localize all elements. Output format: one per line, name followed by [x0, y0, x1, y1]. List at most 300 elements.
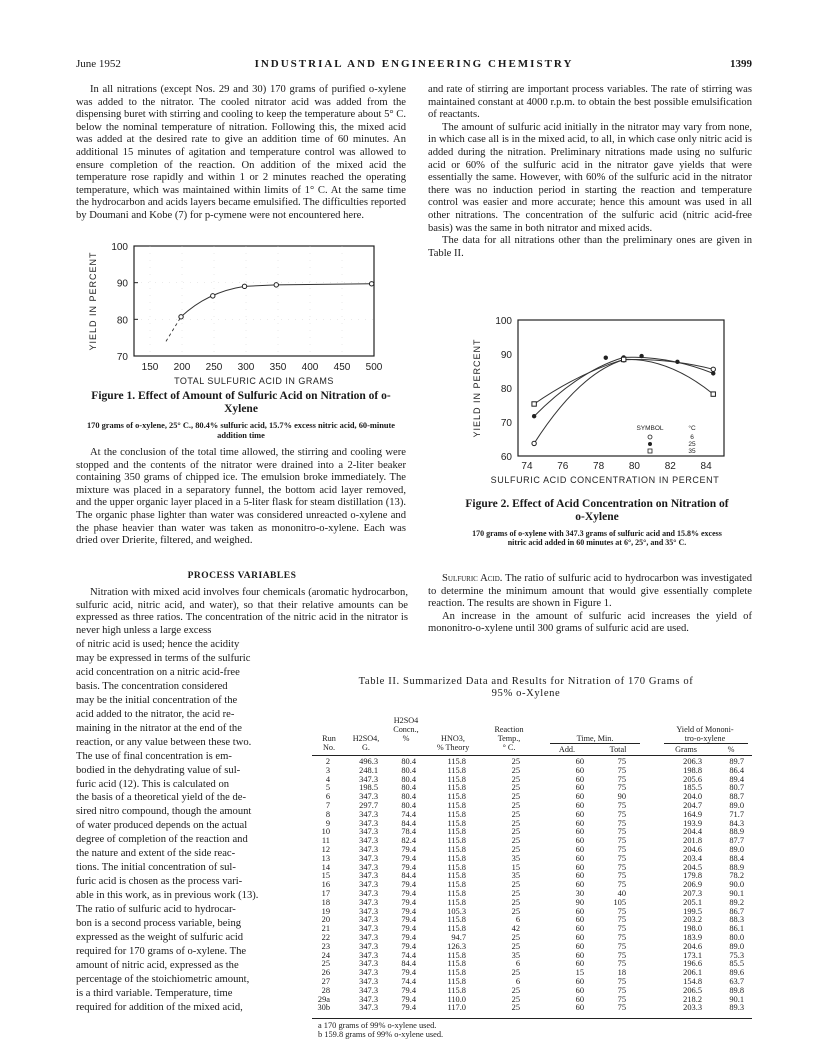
- table-column: [338, 758, 378, 1013]
- legend-value-6c: 6: [690, 434, 694, 441]
- table-cell: 117.0: [447, 1003, 466, 1013]
- figure-2-chart: [460, 310, 740, 488]
- table-cell: 60: [575, 880, 584, 890]
- text-line: percentage of the stoichiometric amount,: [76, 973, 250, 985]
- table-cell: 198.5: [359, 783, 378, 793]
- text-line: furic acid is chosen as the process vari-: [76, 876, 243, 888]
- text-line: The use of final concentration is em-: [76, 750, 232, 762]
- table-cell: 79.4: [401, 862, 416, 872]
- table-cell: 115.8: [447, 950, 466, 960]
- table-column: [662, 758, 702, 1013]
- table-cell: 12: [321, 844, 330, 854]
- table-cell: 206.3: [683, 757, 702, 766]
- x-tick-label: 450: [333, 362, 351, 373]
- table-cell: 30: [575, 888, 584, 898]
- table-footnote-a: a 170 grams of 99% o-xylene used.: [318, 1021, 437, 1030]
- table-cell: 60: [575, 792, 584, 802]
- table-cell: 60: [575, 932, 584, 942]
- table-cell: 84.4: [401, 871, 416, 881]
- table-cell: 347.3: [359, 774, 378, 784]
- table-cell: 203.3: [683, 1003, 702, 1013]
- table-cell: 206.5: [683, 985, 702, 995]
- table-cell: 84.4: [401, 818, 416, 828]
- x-tick-label: 200: [173, 362, 191, 373]
- text-line: sired nitro compound, though the amount: [76, 806, 252, 818]
- text-line: expressed as the weight of sulfuric acid: [76, 932, 244, 944]
- table-title: [300, 676, 752, 700]
- table-cell: 80.0: [729, 932, 744, 942]
- th-add: Add.: [558, 745, 576, 754]
- header-page-number: 1399: [730, 58, 752, 70]
- text-line: amount of nitric acid, expressed as the: [76, 959, 239, 971]
- table-cell: 60: [575, 818, 584, 828]
- table-cell: 7: [325, 800, 330, 810]
- left-col-mid: [76, 447, 406, 548]
- table-cell: 110.0: [447, 994, 466, 1004]
- table-cell: 115.8: [447, 765, 466, 775]
- table-cell: 25: [511, 792, 520, 802]
- table-cell: 75: [617, 757, 626, 766]
- text-line: degree of completion of the reaction and: [76, 834, 248, 846]
- text-line: basis. The concentration considered: [76, 680, 228, 692]
- table-cell: 60: [575, 757, 584, 766]
- table-cell: 26: [321, 968, 330, 978]
- data-point: [242, 284, 246, 288]
- table-cell: 25: [511, 994, 520, 1004]
- y-tick-label: 90: [500, 350, 512, 361]
- y-tick-label: 100: [495, 316, 512, 327]
- table-cell: 74.4: [401, 809, 416, 819]
- table-cell: 75.3: [729, 950, 744, 960]
- data-point: [211, 294, 215, 298]
- th-yield: Yield of Mononi- tro-o-xylene: [676, 725, 734, 743]
- table-cell: 75: [617, 959, 626, 969]
- table-cell: 75: [617, 985, 626, 995]
- paragraph: [428, 573, 752, 611]
- table-cell: 115.8: [447, 976, 466, 986]
- table-cell: 347.3: [359, 941, 378, 951]
- table-cell: 79.4: [401, 906, 416, 916]
- table-cell: 35: [511, 871, 520, 881]
- table-cell: 25: [511, 757, 520, 766]
- table-cell: 80.4: [401, 783, 416, 793]
- table-cell: 206.9: [683, 880, 702, 890]
- table-cell: 85.5: [729, 959, 744, 969]
- table-cell: 13: [321, 853, 330, 863]
- table-cell: 24: [321, 950, 330, 960]
- table-cell: 218.2: [683, 994, 702, 1004]
- table-cell: 164.9: [683, 809, 702, 819]
- table-cell: 75: [617, 827, 626, 837]
- table-cell: 25: [511, 1003, 520, 1013]
- x-axis-label: SULFURIC ACID CONCENTRATION IN PERCENT: [490, 475, 720, 485]
- data-point-35c: [621, 357, 625, 361]
- table-bottom-rule: [312, 1018, 752, 1019]
- table-cell: 80.4: [401, 774, 416, 784]
- th-h2so4: H2SO4, G.: [352, 734, 380, 752]
- table-cell: 84.3: [729, 818, 744, 828]
- table-cell: 79.4: [401, 994, 416, 1004]
- table-cell: 30b: [317, 1003, 330, 1013]
- th-temp: Reaction Temp., ° C.: [494, 725, 524, 752]
- table-cell: 80.4: [401, 765, 416, 775]
- paragraph: At the conclusion of the total time allowed, the stirring and cooling were stopped and the contents of the nitrator were drained into a 2-liter beaker containing 350 grams of chipped ice. The emulsion broke immediately. The mixture was placed in a separatory funnel, the bottom acid layer removed, and the upper organic layer placed in a 5-liter flask for steam distillation (13). The organic phase lighter than water was considered unreacted o-xylene and the phase heavier than water was taken as mononitro-o-xylene. Each was dried over Drierite, filtered, and weighed.: [76, 447, 406, 547]
- table-cell: 75: [617, 818, 626, 828]
- table-cell: 20: [321, 915, 330, 925]
- table-cell: 126.3: [447, 941, 466, 951]
- table-column: [422, 758, 466, 1013]
- table-column: [300, 758, 330, 1013]
- table-cell: 60: [575, 941, 584, 951]
- y-axis-label: YIELD IN PERCENT: [88, 251, 98, 351]
- th-total: Total: [609, 745, 627, 754]
- table-cell: 75: [617, 844, 626, 854]
- table-cell: 15: [321, 871, 330, 881]
- table-cell: 347.3: [359, 897, 378, 907]
- paragraph: An increase in the amount of sulfuric acid increases the yield of mononitro-o-xylene until 300 grams of sulfuric acid are used.: [428, 610, 752, 635]
- x-axis-label: TOTAL SULFURIC ACID IN GRAMS: [174, 376, 334, 386]
- table-cell: 60: [575, 800, 584, 810]
- table-cell: 79.4: [401, 1003, 416, 1013]
- table-cell: 79.4: [401, 941, 416, 951]
- x-tick-label: 400: [301, 362, 319, 373]
- data-point-25c: [639, 354, 643, 358]
- table-cell: 25: [321, 959, 330, 969]
- table-cell: 60: [575, 976, 584, 986]
- table-cell: 75: [617, 800, 626, 810]
- table-cell: 115.8: [447, 897, 466, 907]
- text-line: the nature and extent of the side reac-: [76, 848, 236, 860]
- table-cell: 79.4: [401, 853, 416, 863]
- table-cell: 60: [575, 862, 584, 872]
- table-cell: 79.4: [401, 985, 416, 995]
- table-cell: 79.4: [401, 932, 416, 942]
- table-cell: 3: [325, 765, 330, 775]
- table-cell: 185.5: [683, 783, 702, 793]
- table-cell: 204.7: [683, 800, 702, 810]
- figure-1-title: Figure 1. Effect of Amount of Sulfuric Acid on Nitration of o-Xylene: [91, 390, 391, 415]
- series-line-6c: [534, 360, 713, 444]
- section-heading-process-variables: PROCESS VARIABLES: [187, 571, 297, 581]
- table-cell: 35: [511, 853, 520, 863]
- table-cell: 2: [325, 757, 330, 766]
- table-cell: 75: [617, 994, 626, 1004]
- table-title-line-2: 95% o-Xylene: [491, 688, 561, 699]
- figure-1-chart: [76, 238, 406, 388]
- table-cell: 25: [511, 897, 520, 907]
- extrapolated-line: [166, 317, 181, 342]
- table-cell: 22: [321, 932, 330, 942]
- table-cell: 347.3: [359, 818, 378, 828]
- table-cell: 79.4: [401, 924, 416, 934]
- table-cell: 347.3: [359, 1003, 378, 1013]
- table-cell: 25: [511, 783, 520, 793]
- table-cell: 11: [321, 836, 330, 846]
- table-cell: 206.1: [683, 968, 702, 978]
- y-tick-label: 80: [500, 384, 512, 395]
- th-run: Run No.: [322, 734, 336, 752]
- table-cell: 75: [617, 932, 626, 942]
- table-cell: 79.4: [401, 897, 416, 907]
- table-cell: 248.1: [359, 765, 378, 775]
- table-cell: 115.8: [447, 968, 466, 978]
- table-cell: 86.7: [729, 906, 744, 916]
- data-line: [181, 284, 372, 317]
- table-cell: 15: [511, 862, 520, 872]
- table-cell: 60: [575, 950, 584, 960]
- text-line: reaction, or any value between these two.: [76, 736, 252, 748]
- figure-1-caption: [80, 390, 402, 440]
- table-cell: 115.8: [447, 800, 466, 810]
- table-cell: 89.3: [729, 1003, 744, 1013]
- table-column: [596, 758, 626, 1013]
- table-column: [714, 758, 744, 1013]
- x-tick-label: 80: [628, 461, 640, 472]
- x-tick-label: 250: [205, 362, 223, 373]
- table-cell: 25: [511, 774, 520, 784]
- table-cell: 25: [511, 968, 520, 978]
- table-cell: 115.8: [447, 827, 466, 837]
- plot-frame: [134, 246, 374, 356]
- table-cell: 19: [321, 906, 330, 916]
- x-tick-label: 78: [593, 461, 605, 472]
- table-cell: 115.8: [447, 871, 466, 881]
- table-cell: 115.8: [447, 818, 466, 828]
- legend-value-35c: 35: [688, 448, 696, 455]
- table-cell: 94.7: [451, 932, 466, 942]
- table-cell: 6: [515, 959, 520, 969]
- table-cell: 25: [511, 932, 520, 942]
- table-cell: 28: [321, 985, 330, 995]
- data-point-35c: [532, 402, 536, 406]
- text-line: the basis of a theoretical yield of the de-: [76, 792, 247, 804]
- table-cell: 183.9: [683, 932, 702, 942]
- y-tick-label: 70: [116, 352, 128, 363]
- table-cell: 198.0: [683, 924, 702, 934]
- table-cell: 89.0: [729, 941, 744, 951]
- table-cell: 88.7: [729, 792, 744, 802]
- table-cell: 115.8: [447, 757, 466, 766]
- rule-yield: [664, 743, 748, 744]
- table-cell: 204.4: [683, 827, 702, 837]
- legend-value-25c: 25: [688, 441, 696, 448]
- table-cell: 25: [511, 880, 520, 890]
- table-cell: 25: [511, 906, 520, 916]
- right-col-sulfuric: [428, 573, 752, 636]
- figure-2-title: Figure 2. Effect of Acid Concentration on Nitration of o-Xylene: [465, 498, 729, 523]
- table-cell: 75: [617, 950, 626, 960]
- table-cell: 347.3: [359, 844, 378, 854]
- paragraph: and rate of stirring are important process variables. The rate of stirring was maintained constant at 4000 r.p.m. to obtain the best possible emulsification of reactants.: [428, 84, 752, 121]
- table-cell: 199.5: [683, 906, 702, 916]
- table-cell: 75: [617, 1003, 626, 1013]
- table-cell: 74.4: [401, 976, 416, 986]
- table-cell: 203.2: [683, 915, 702, 925]
- x-tick-label: 74: [521, 461, 533, 472]
- table-cell: 60: [575, 809, 584, 819]
- data-point-25c: [675, 360, 679, 364]
- table-cell: 90.0: [729, 880, 744, 890]
- table-cell: 115.8: [447, 880, 466, 890]
- table-cell: 60: [575, 1003, 584, 1013]
- table-cell: 297.7: [359, 800, 378, 810]
- table-cell: 17: [321, 888, 330, 898]
- table-cell: 10: [321, 827, 330, 837]
- data-point-25c: [711, 371, 715, 375]
- table-cell: 23: [321, 941, 330, 951]
- table-cell: 78.4: [401, 827, 416, 837]
- table-cell: 115.8: [447, 924, 466, 934]
- left-col-bottom-wide: [76, 587, 408, 637]
- table-cell: 347.3: [359, 827, 378, 837]
- table-cell: 89.4: [729, 774, 744, 784]
- x-tick-label: 84: [700, 461, 712, 472]
- y-tick-label: 60: [500, 452, 512, 463]
- table-cell: 80.4: [401, 757, 416, 766]
- table-cell: 105: [613, 897, 626, 907]
- table-cell: 115.8: [447, 853, 466, 863]
- text-line: of nitric acid is used; hence the acidity: [76, 639, 240, 650]
- table-cell: 25: [511, 800, 520, 810]
- table-cell: 80.7: [729, 783, 744, 793]
- table-cell: 88.4: [729, 853, 744, 863]
- table-cell: 79.4: [401, 844, 416, 854]
- table-cell: 60: [575, 994, 584, 1004]
- table-cell: 207.3: [683, 888, 702, 898]
- text-line: furic acid (12). This is calculated on: [76, 778, 230, 790]
- text-line: The ratio of sulfuric acid to hydrocar-: [76, 904, 236, 916]
- data-point-25c: [532, 414, 536, 418]
- y-tick-label: 100: [111, 242, 128, 253]
- text-line: acid added to the nitrator, the acid re-: [76, 708, 235, 720]
- table-cell: 115.8: [447, 985, 466, 995]
- table-cell: 347.3: [359, 836, 378, 846]
- th-grams: Grams: [675, 745, 697, 754]
- table-cell: 25: [511, 836, 520, 846]
- table-cell: 198.8: [683, 765, 702, 775]
- table-cell: 347.3: [359, 915, 378, 925]
- figure-1-subtitle: 170 grams of o-xylene, 25° C., 80.4% sulfuric acid, 15.7% excess nitric acid, 60-minute addition time: [86, 421, 396, 440]
- y-axis-label: YIELD IN PERCENT: [472, 338, 482, 438]
- table-cell: 5: [325, 783, 330, 793]
- table-cell: 347.3: [359, 950, 378, 960]
- table-cell: 60: [575, 853, 584, 863]
- table-cell: 347.3: [359, 853, 378, 863]
- table-title-line-1: Table II. Summarized Data and Results for Nitration of 170 Grams of: [358, 676, 694, 687]
- text-line: required for 170 grams of o-xylene. The: [76, 945, 247, 957]
- table-cell: 75: [617, 941, 626, 951]
- x-tick-label: 150: [141, 362, 159, 373]
- table-cell: 60: [575, 765, 584, 775]
- table-cell: 80.4: [401, 800, 416, 810]
- table-column: [380, 758, 416, 1013]
- data-point-25c: [604, 356, 608, 360]
- table-cell: 89.0: [729, 844, 744, 854]
- table-cell: 115.8: [447, 783, 466, 793]
- table-cell: 25: [511, 809, 520, 819]
- table-cell: 347.3: [359, 871, 378, 881]
- table-cell: 89.6: [729, 968, 744, 978]
- table-cell: 60: [575, 827, 584, 837]
- y-tick-label: 80: [116, 315, 128, 327]
- text-line: tions. The initial concentration of sul-: [76, 862, 236, 874]
- table-cell: 347.3: [359, 792, 378, 802]
- table-footnote-b: b 159.8 grams of 99% o-xylene used.: [318, 1030, 444, 1039]
- table-cell: 90: [617, 792, 626, 802]
- table-cell: 35: [511, 950, 520, 960]
- table-cell: 75: [617, 871, 626, 881]
- data-point-35c: [711, 392, 715, 396]
- table-cell: 42: [511, 924, 520, 934]
- th-time: Time, Min.: [576, 734, 614, 743]
- text-line: acid concentration on a nitric acid-free: [76, 666, 240, 678]
- table-cell: 25: [511, 941, 520, 951]
- text-line: is a third variable. Temperature, time: [76, 987, 233, 999]
- table-cell: 179.8: [683, 871, 702, 881]
- paragraph: In all nitrations (except Nos. 29 and 30) 170 grams of purified o-xylene was added to the nitrator. The cooled nitrator acid was added from the dispensing buret with stirring and cooling to keep the temperature about 5° C. below the nominal temperature of nitration. Following this, the mixed acid was added at the desired rate to give an addition time of 60 minutes. An additional 15 minutes of agitation and temperature control was allowed to ensure completion of the reaction. On addition of the mixed acid the temperature rose rapidly and within 1 or 2 minutes reached the operating temperature, which was maintained within limits of 1° C. At the same time the hydrocarbon and acids layers became emulsified. The difficulties reported by Doumani and Kobe (7) for p-cymene were not encountered here.: [76, 84, 406, 221]
- table-column: [554, 758, 584, 1013]
- table-cell: 75: [617, 924, 626, 934]
- table-cell: 115.8: [447, 862, 466, 872]
- table-cell: 82.4: [401, 836, 416, 846]
- table-cell: 80.4: [401, 792, 416, 802]
- table-cell: 89.0: [729, 800, 744, 810]
- table-cell: 60: [575, 774, 584, 784]
- figure-2-caption: [462, 498, 732, 547]
- table-cell: 86.1: [729, 924, 744, 934]
- table-cell: 203.4: [683, 853, 702, 863]
- table-cell: 74.4: [401, 950, 416, 960]
- table-cell: 89.8: [729, 985, 744, 995]
- table-cell: 347.3: [359, 924, 378, 934]
- table-cell: 347.3: [359, 994, 378, 1004]
- table-cell: 79.4: [401, 880, 416, 890]
- table-cell: 60: [575, 871, 584, 881]
- paragraph: The amount of sulfuric acid initially in the nitrator may vary from none, in which case all is in the mixed acid, to all, in which case only nitric acid is added during the nitration. Preliminary nitrations made using no sulfuric acid or 60% of the sulfuric acid in the nitrator gave yields that were essentially the same. However, with 60% of the sulfuric acid in the nitrator there was no induction period in starting the reaction and temperature control was easier and more accurate; hence this amount was used in all other nitrations. The concentration of the sulfuric acid (nitric acid-free basis) was the same in both nitrator and mixed acids.: [428, 121, 752, 234]
- th-concn: H2SO4 Concn., %: [393, 716, 419, 743]
- rule-time: [550, 743, 640, 744]
- legend-symbol-35c: [648, 449, 652, 453]
- data-point-6c: [711, 367, 715, 371]
- table-cell: 105.3: [447, 906, 466, 916]
- header-date: June 1952: [76, 58, 121, 70]
- table-cell: 60: [575, 836, 584, 846]
- table-cell: 75: [617, 774, 626, 784]
- legend-symbol-25c: [648, 442, 652, 446]
- x-tick-label: 300: [237, 362, 255, 373]
- legend-header-symbol: SYMBOL: [636, 425, 664, 432]
- right-col-top: [428, 84, 752, 260]
- table-cell: 204.0: [683, 792, 702, 802]
- x-tick-label: 350: [269, 362, 287, 373]
- table-cell: 347.3: [359, 968, 378, 978]
- table-cell: 40: [617, 888, 626, 898]
- th-pct: %: [727, 745, 735, 754]
- table-cell: 75: [617, 976, 626, 986]
- table-cell: 78.2: [729, 871, 744, 881]
- legend-symbol-6c: [648, 435, 652, 439]
- text-line: bodied in the dehydrating value of sul-: [76, 764, 241, 776]
- table-cell: 173.1: [683, 950, 702, 960]
- table-cell: 6: [325, 792, 330, 802]
- table-cell: 75: [617, 880, 626, 890]
- table-cell: 115.8: [447, 959, 466, 969]
- table-cell: 63.7: [729, 976, 744, 986]
- table-cell: 90.1: [729, 994, 744, 1004]
- table-cell: 75: [617, 915, 626, 925]
- data-point: [274, 283, 278, 287]
- text-line: able in this work, as in previous work (13).: [76, 890, 259, 902]
